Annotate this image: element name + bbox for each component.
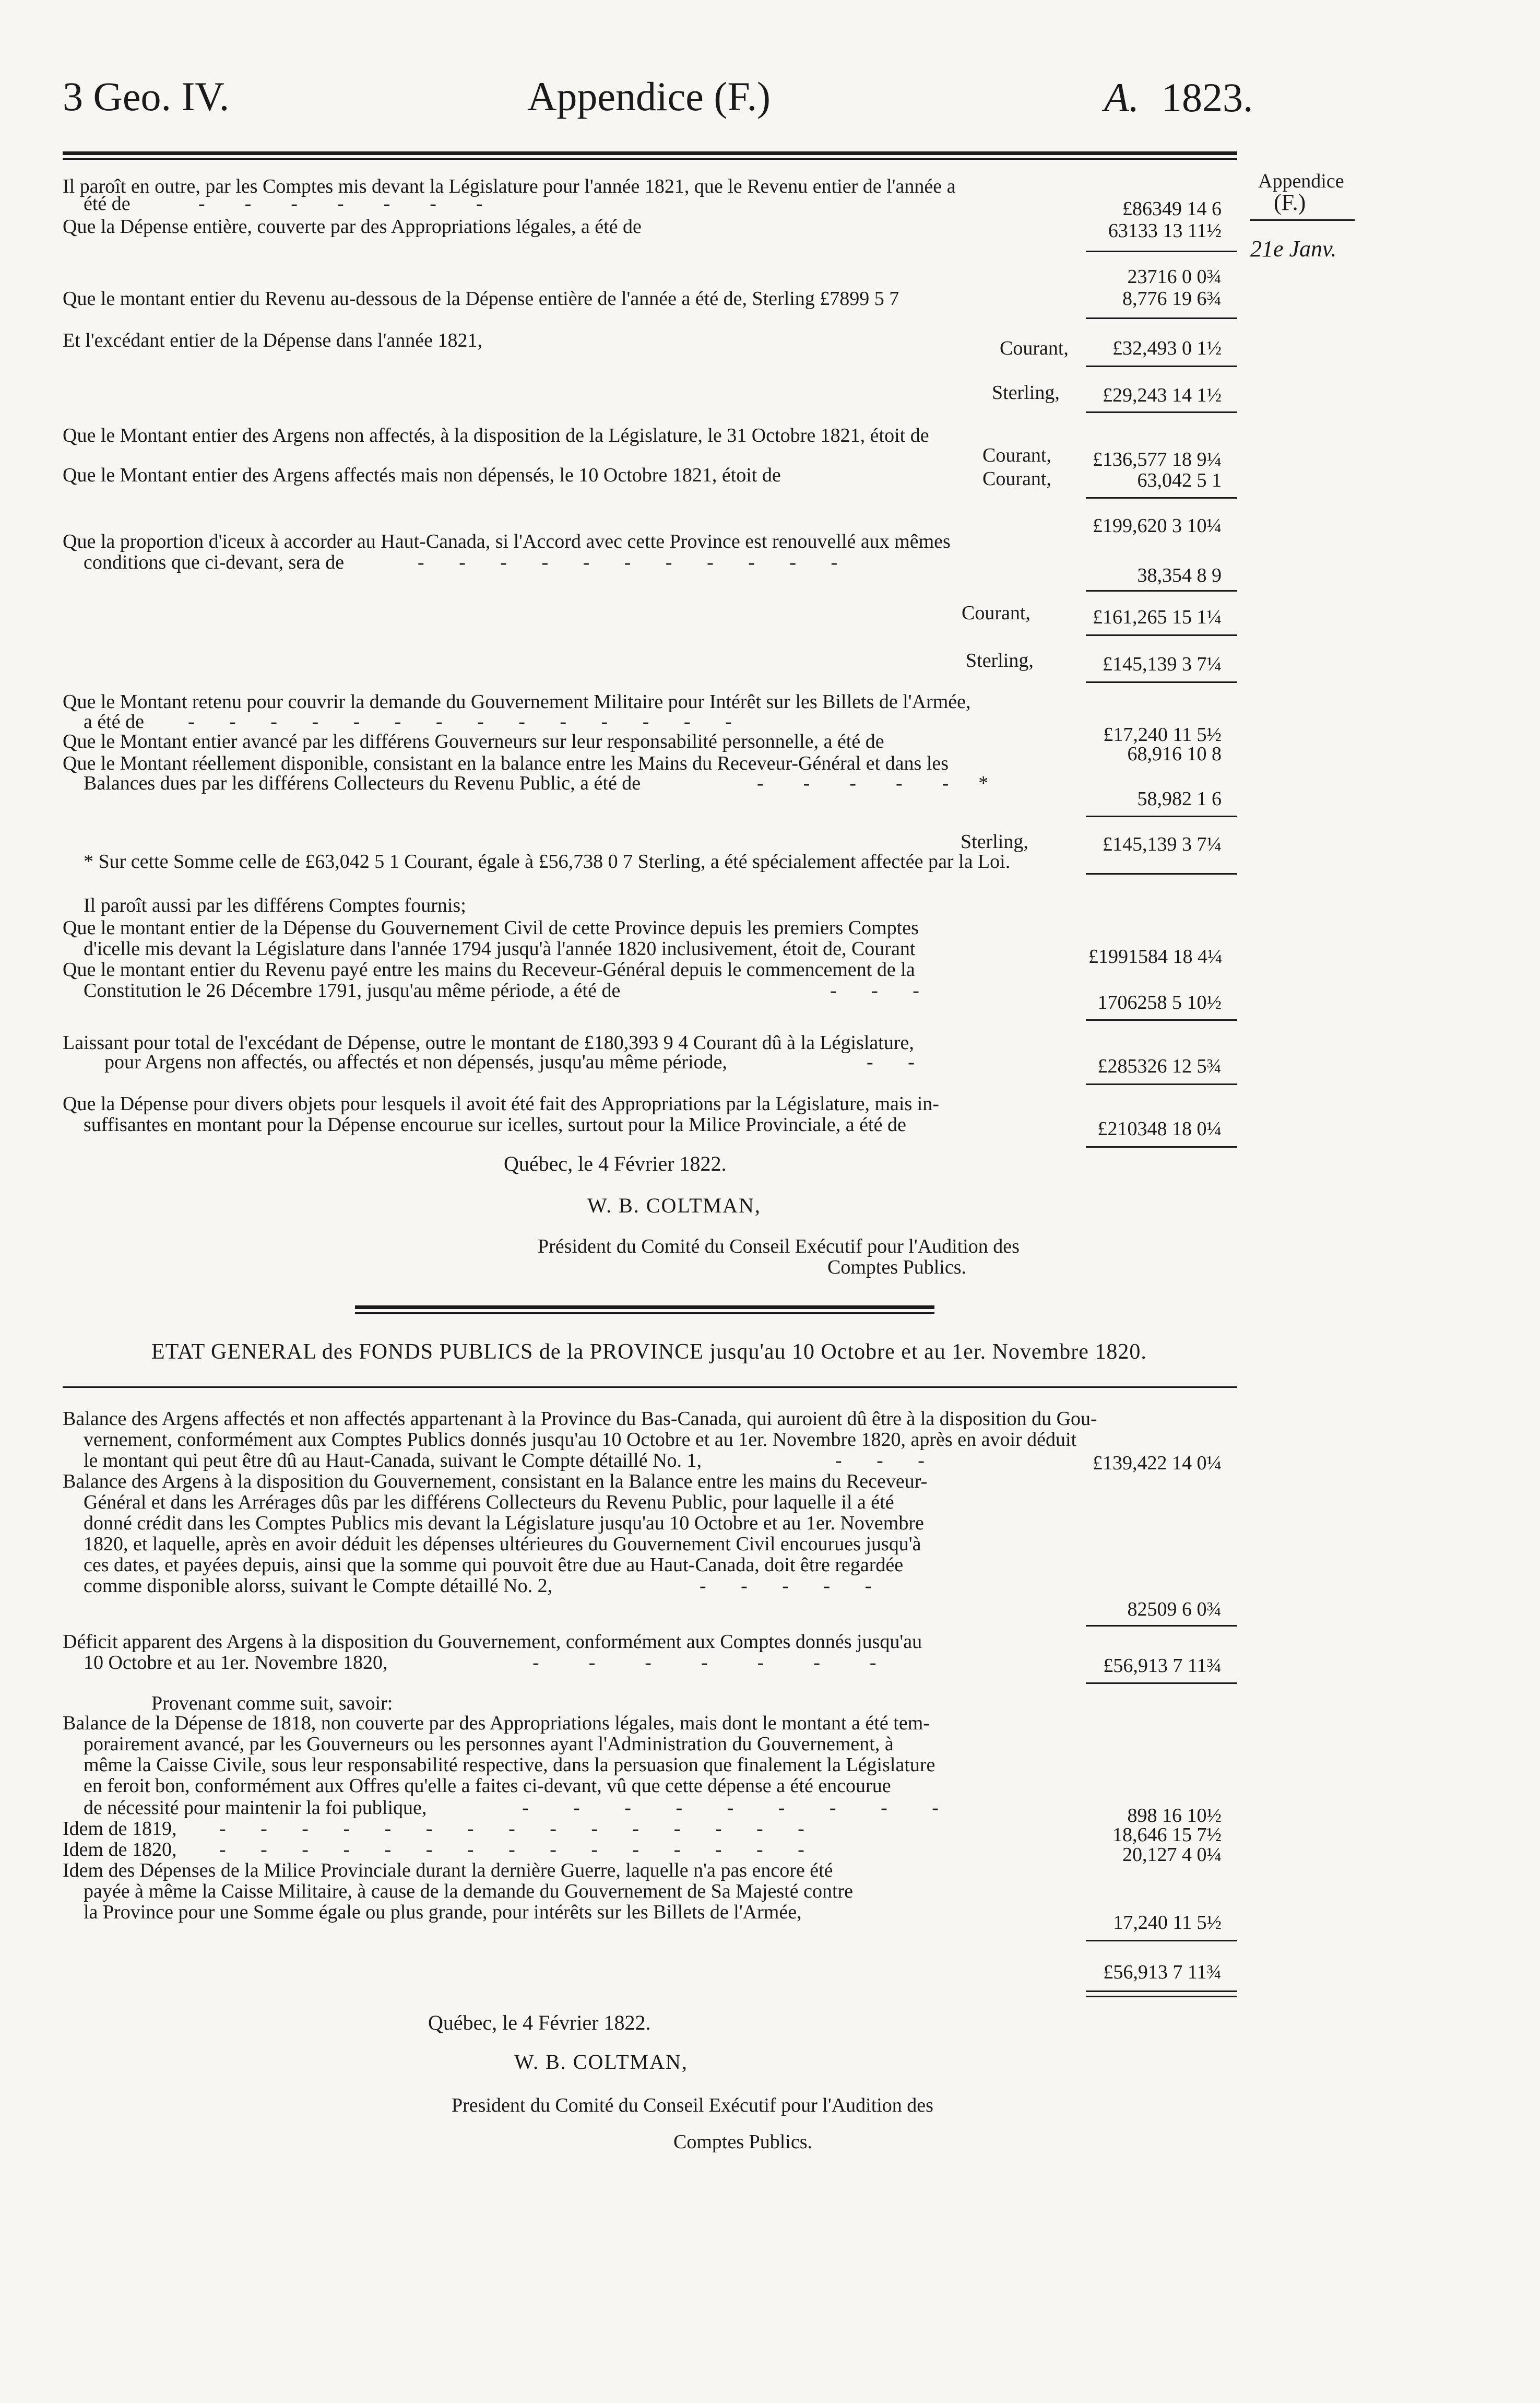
s2-d6-amount: 18,646 15 7½ xyxy=(1112,1824,1222,1846)
s2-rule-b xyxy=(1086,1682,1237,1684)
s1-l28-amount: £210348 18 0¼ xyxy=(1097,1118,1222,1140)
s2-b5: ces dates, et payées depuis, ainsi que la somme qui pouvoit être due au Haut-Canada, doit être regardée xyxy=(84,1554,904,1576)
s1-signer: W. B. COLTMAN, xyxy=(587,1194,761,1217)
s1-l10: Que la proportion d'iceux à accorder au Haut-Canada, si l'Accord avec cette Province est renouvellé aux mêmes xyxy=(63,531,951,552)
s1-l8: Que le Montant entier des Argens affectés mais non dépensés, le 10 Octobre 1821, étoit de xyxy=(63,464,781,486)
s1-l11-amount: 38,354 8 9 xyxy=(1137,564,1222,586)
s1-l2: été de xyxy=(84,193,131,215)
s1-rule-g xyxy=(1086,634,1237,636)
s2-c2-amount: £56,913 7 11¾ xyxy=(1103,1655,1222,1677)
s2-role-1: President du Comité du Conseil Exécutif pour l'Audition des xyxy=(452,2094,933,2116)
s2-rule-a xyxy=(1086,1625,1237,1627)
s1-l27: Que la Dépense pour divers objets pour lesquels il avoit été fait des Appropriations par la Législature, mais in- xyxy=(63,1093,939,1115)
s2-d5-amount: 898 16 10½ xyxy=(1127,1805,1222,1827)
s1-footnote: * Sur cette Somme celle de £63,042 5 1 Courant, égale à £56,738 0 7 Sterling, a été spécialement affectée par la Loi. xyxy=(84,851,1011,873)
s1-l15-amount: £17,240 11 5½ xyxy=(1103,724,1222,746)
s2-rule-e xyxy=(1086,1996,1237,1997)
margin-note-2: (F.) xyxy=(1274,190,1306,215)
s1-l3: Que la Dépense entière, couverte par des Appropriations légales, a été de xyxy=(63,216,642,238)
s1-l15-dashes: - - - - - - - - - - - - - - xyxy=(188,711,732,733)
s1-l4b-amount: 8,776 19 6¾ xyxy=(1122,288,1222,310)
s1-l19-label: Sterling, xyxy=(961,831,1028,853)
s2-rule-c xyxy=(1086,1940,1237,1941)
s1-l20: Il paroît aussi par les différens Comptes fournis; xyxy=(84,894,466,916)
s2-c2: 10 Octobre et au 1er. Novembre 1820, xyxy=(84,1652,388,1674)
s1-l2-dashes: - - - - - - - xyxy=(198,193,483,215)
s1-role-2: Comptes Publics. xyxy=(827,1256,967,1278)
s1-l11-dashes: - - - - - - - - - - - xyxy=(418,551,838,573)
s2-a3-dashes: - - - xyxy=(835,1450,925,1471)
s1-l5: Et l'excédant entier de la Dépense dans l'année 1821, xyxy=(63,329,482,351)
s1-rule-h xyxy=(1086,681,1237,683)
section-divider xyxy=(355,1305,934,1314)
s2-c1: Déficit apparent des Argens à la disposition du Gouvernement, conformément aux Comptes donnés jusqu'au xyxy=(63,1631,922,1653)
s2-b6-dashes: - - - - - xyxy=(700,1575,872,1597)
s1-l22-amount: £1991584 18 4¼ xyxy=(1088,946,1223,968)
s2-d0: Provenant comme suit, savoir: xyxy=(151,1692,393,1714)
s1-l18-dashes: - - - - - * xyxy=(757,772,989,794)
s1-rule-l xyxy=(1086,1083,1237,1085)
s2-b4: 1820, et laquelle, après en avoir déduit les dépenses ultérieures du Gouvernement Civil encourues jusqu'à xyxy=(84,1533,921,1555)
s1-l14: Que le Montant retenu pour couvrir la demande du Gouvernement Militaire pour Intérêt sur les Billets de l'Armée, xyxy=(63,691,971,713)
s1-l22: d'icelle mis devant la Législature dans l'année 1794 jusqu'à l'année 1820 inclusivement, étoit de, Courant xyxy=(84,938,916,960)
s1-rule-f xyxy=(1086,590,1237,592)
s1-l23: Que le montant entier du Revenu payé entre les mains du Receveur-Général depuis le commencement de la xyxy=(63,959,915,981)
header-year: 1823. xyxy=(1162,75,1253,120)
s2-a3: le montant qui peut être dû au Haut-Canada, suivant le Compte détaillé No. 1, xyxy=(84,1450,702,1471)
s1-l5-amount: £32,493 0 1½ xyxy=(1112,337,1222,359)
s1-l4-amount: 23716 0 0¾ xyxy=(1127,266,1222,288)
s1-l12-amount: £161,265 15 1¼ xyxy=(1093,606,1222,628)
s2-d7-dashes: - - - - - - - - - - - - - - - xyxy=(219,1839,804,1860)
s2-d7-amount: 20,127 4 0¼ xyxy=(1122,1844,1222,1866)
s2-rule-d xyxy=(1086,1990,1237,1992)
s2-d5: de nécessité pour maintenir la foi publique, xyxy=(84,1797,427,1819)
s1-l4: Que le montant entier du Revenu au-dessous de la Dépense entière de l'année a été de, Sterling £7899 5 7 xyxy=(63,288,899,310)
s1-l13-amount: £145,139 3 7¼ xyxy=(1103,653,1222,675)
s1-l3-amount: 63133 13 11½ xyxy=(1108,220,1222,242)
s1-rule-m xyxy=(1086,1146,1237,1148)
s1-role-1: Président du Comité du Conseil Exécutif pour l'Audition des xyxy=(538,1235,1020,1257)
s1-l2-amount: £86349 14 6 xyxy=(1122,198,1222,220)
s2-b2: Général et dans les Arrérages dûs par les différens Collecteurs du Revenu Public, pour laquelle il a été xyxy=(84,1491,894,1513)
s1-rule-d xyxy=(1086,411,1237,413)
s2-c2-dashes: - - - - - - - xyxy=(532,1652,876,1674)
s2-d9: payée à même la Caisse Militaire, à cause de la demande du Gouvernement de Sa Majesté contre xyxy=(84,1880,854,1902)
s2-b6-amount: 82509 6 0¾ xyxy=(1127,1598,1222,1620)
s1-l24: Constitution le 26 Décembre 1791, jusqu'au même période, a été de xyxy=(84,980,621,1002)
s2-d2: porairement avancé, par les Gouverneurs ou les personnes ayant l'Administration du Gouvernement, à xyxy=(84,1733,894,1755)
s1-l7-amount: £136,577 18 9¼ xyxy=(1093,449,1222,470)
s1-l9-amount: £199,620 3 10¼ xyxy=(1093,515,1222,537)
s2-total-amount: £56,913 7 11¾ xyxy=(1103,1961,1222,1983)
s1-l18-amount: 58,982 1 6 xyxy=(1137,788,1222,810)
s1-l24-amount: 1706258 5 10½ xyxy=(1097,992,1222,1014)
s1-place-date: Québec, le 4 Février 1822. xyxy=(504,1152,727,1175)
s1-l15: a été de xyxy=(84,711,145,733)
header-rule xyxy=(63,151,1237,160)
s1-l11: conditions que ci-devant, sera de xyxy=(84,551,345,573)
s2-d4: en feroit bon, conformément aux Offres qu'elle a faites ci-devant, vû que cette dépense a été encourue xyxy=(84,1775,891,1797)
s2-signer: W. B. COLTMAN, xyxy=(514,2050,688,2074)
s1-l26-amount: £285326 12 5¾ xyxy=(1097,1055,1222,1077)
s1-l13-label: Sterling, xyxy=(966,650,1034,672)
s1-l8-amount: 63,042 5 1 xyxy=(1137,469,1222,491)
s1-l16: Que le Montant entier avancé par les différens Gouverneurs sur leur responsabilité personnelle, a été de xyxy=(63,731,884,752)
s2-d10: la Province pour une Somme égale ou plus grande, pour intérêts sur les Billets de l'Armée, xyxy=(84,1901,802,1923)
margin-brace-icon xyxy=(1250,219,1355,231)
s2-d7: Idem de 1820, xyxy=(63,1839,177,1860)
s1-l24-dashes: - - - xyxy=(830,980,919,1002)
s1-l7: Que le Montant entier des Argens non affectés, à la disposition de la Législature, le 31 Octobre 1821, étoit de xyxy=(63,425,929,446)
s1-l26-dashes: - - xyxy=(867,1051,915,1073)
s1-l6-amount: £29,243 14 1½ xyxy=(1103,384,1222,406)
s2-d3: même la Caisse Civile, sous leur responsabilité respective, dans la persuasion que finalement la Législature xyxy=(84,1754,935,1776)
s2-d1: Balance de la Dépense de 1818, non couverte par des Appropriations légales, mais dont le montant a été tem- xyxy=(63,1712,930,1734)
header-title: Appendice (F.) xyxy=(527,74,771,119)
s2-b6: comme disponible alorss, suivant le Compte détaillé No. 2, xyxy=(84,1575,553,1597)
s2-b3: donné crédit dans les Comptes Publics mis devant la Législature jusqu'au 10 Octobre et au 1er. Novembre xyxy=(84,1512,924,1534)
s1-l6-label: Sterling, xyxy=(992,382,1060,404)
s2-title-rule xyxy=(63,1386,1237,1388)
s2-d10-amount: 17,240 11 5½ xyxy=(1113,1912,1222,1934)
s2-title: ETAT GENERAL des FONDS PUBLICS de la PROVINCE jusqu'au 10 Octobre et au 1er. Novembre 1820. xyxy=(151,1340,1147,1364)
s1-rule-a xyxy=(1086,251,1237,252)
s1-l21: Que le montant entier de la Dépense du Gouvernement Civil de cette Province depuis les premiers Comptes xyxy=(63,917,919,939)
header-a: A. xyxy=(1104,75,1140,120)
s2-b1: Balance des Argens à la disposition du Gouvernement, consistant en la Balance entre les mains du Receveur- xyxy=(63,1470,928,1492)
s1-l16-amount: 68,916 10 8 xyxy=(1127,743,1222,765)
s1-l17: Que le Montant réellement disponible, consistant en la balance entre les Mains du Receveur-Général et dans les xyxy=(63,752,949,774)
s1-l26: pour Argens non affectés, ou affectés et non dépensés, jusqu'au même période, xyxy=(104,1051,727,1073)
s1-l25: Laissant pour total de l'excédant de Dépense, outre le montant de £180,393 9 4 Courant dû à la Législature, xyxy=(63,1032,914,1054)
s1-l8-label: Courant, xyxy=(982,468,1051,490)
margin-note-3: 21e Janv. xyxy=(1250,236,1337,262)
s2-d8: Idem des Dépenses de la Milice Provinciale durant la dernière Guerre, laquelle n'a pas encore été xyxy=(63,1859,833,1881)
s1-rule-j xyxy=(1086,873,1237,875)
s2-a3-amount: £139,422 14 0¼ xyxy=(1093,1452,1222,1474)
s1-l1: Il paroît en outre, par les Comptes mis devant la Législature pour l'année 1821, que le Revenu entier de l'année a xyxy=(63,175,956,197)
s2-a1: Balance des Argens affectés et non affectés appartenant à la Province du Bas-Canada, qui auroient dû être à la disposition du Gou- xyxy=(63,1408,1097,1430)
s1-l7-label: Courant, xyxy=(982,444,1051,466)
s1-rule-k xyxy=(1086,1019,1237,1021)
s1-l19-amount: £145,139 3 7¼ xyxy=(1103,833,1222,855)
s1-rule-e xyxy=(1086,497,1237,499)
s2-d6: Idem de 1819, xyxy=(63,1818,177,1840)
s1-rule-i xyxy=(1086,816,1237,817)
s1-l5-label: Courant, xyxy=(1000,337,1069,359)
s1-l12-label: Courant, xyxy=(962,602,1030,624)
s2-place-date: Québec, le 4 Février 1822. xyxy=(428,2011,651,2034)
s1-rule-b xyxy=(1086,317,1237,319)
s1-l28: suffisantes en montant pour la Dépense encourue sur icelles, surtout pour la Milice Provinciale, a été de xyxy=(84,1114,906,1136)
s2-role-2: Comptes Publics. xyxy=(673,2131,813,2153)
s2-a2: vernement, conformément aux Comptes Publics donnés jusqu'au 10 Octobre et au 1er. Novembre 1820, après en avoir déduit xyxy=(84,1429,1077,1451)
s2-d6-dashes: - - - - - - - - - - - - - - - xyxy=(219,1818,804,1840)
s2-d5-dashes: - - - - - - - - - xyxy=(522,1797,939,1819)
header-session: 3 Geo. IV. xyxy=(63,74,230,119)
s1-rule-c xyxy=(1086,366,1237,367)
s1-l18: Balances dues par les différens Collecteurs du Revenu Public, a été de xyxy=(84,772,641,794)
margin-note-1: Appendice xyxy=(1258,170,1344,192)
